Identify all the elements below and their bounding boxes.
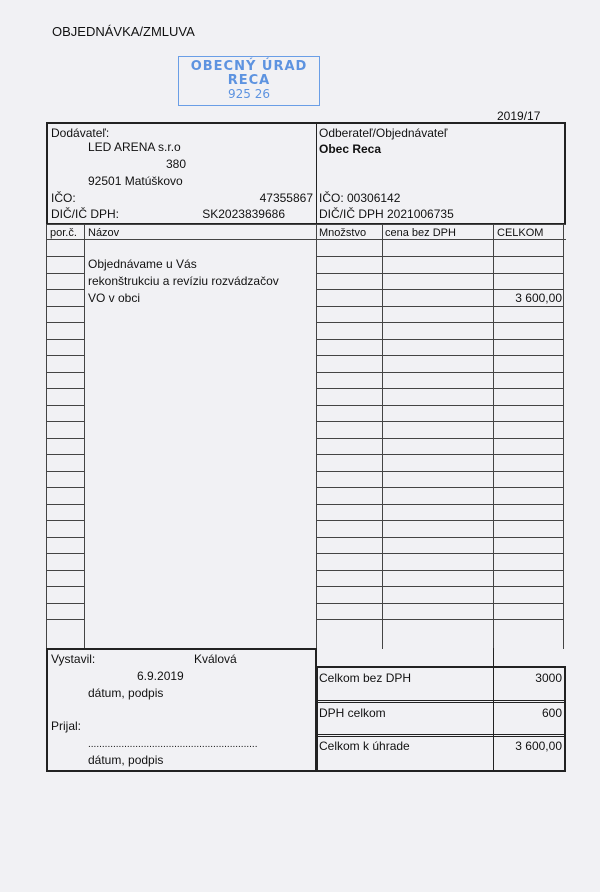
supplier-city: 92501 Matúškovo	[88, 174, 183, 188]
vat-value: 600	[541, 706, 562, 720]
customer-dic: DIČ/IČ DPH 2021006735	[319, 207, 454, 221]
due-value: 3 600,00	[515, 739, 562, 753]
grid-line	[316, 256, 564, 257]
grid-line	[46, 273, 85, 274]
issue-date: 6.9.2019	[137, 669, 184, 683]
grid-line	[46, 586, 85, 587]
item-line-1: Objednávame u Vás	[88, 257, 197, 271]
col-header-price: cena bez DPH	[385, 227, 456, 239]
grid-line	[46, 289, 85, 290]
grid-line	[316, 355, 564, 356]
date-sign-label-1: dátum, podpis	[88, 686, 164, 700]
stamp-line-3: 925 26	[228, 87, 270, 101]
office-stamp	[178, 56, 320, 106]
col-header-name: Názov	[88, 227, 120, 239]
supplier-dic-label: DIČ/IČ DPH:	[51, 207, 120, 221]
supplier-dic: SK2023839686	[202, 207, 285, 221]
grid-line	[46, 553, 85, 554]
grid-line	[46, 306, 85, 307]
supplier-ico: 47355867	[259, 191, 313, 205]
item-total: 3 600,00	[515, 291, 562, 305]
grid-line	[46, 405, 85, 406]
grid-line	[46, 471, 85, 472]
supplier-street: 380	[166, 157, 187, 171]
col-header-num: por.č.	[50, 227, 77, 239]
signature-dots: .............................................................	[88, 739, 258, 750]
col-header-total: CELKOM	[497, 227, 544, 239]
grid-line	[316, 372, 564, 373]
grid-line	[316, 487, 564, 488]
grid-line	[316, 553, 564, 554]
grid-line	[46, 239, 318, 240]
grid-line	[46, 603, 85, 604]
customer-ico: IČO: 00306142	[319, 191, 401, 205]
grid-line	[46, 388, 85, 389]
grid-line	[316, 504, 564, 505]
supplier-name: LED ARENA s.r.o	[88, 140, 181, 154]
grid-line	[46, 421, 85, 422]
totals-row-line-2b	[317, 736, 565, 737]
grid-line	[46, 619, 85, 620]
grid-line	[316, 239, 566, 240]
issuer-box	[46, 648, 317, 772]
grid-line	[316, 339, 564, 340]
received-label: Prijal:	[51, 719, 82, 733]
supplier-heading: Dodávateľ:	[51, 126, 110, 140]
col-header-qty: Množstvo	[319, 227, 367, 239]
issued-label: Vystavil:	[51, 652, 96, 666]
grid-line	[46, 372, 85, 373]
grid-line	[316, 289, 564, 290]
grid-line	[316, 306, 564, 307]
grid-line	[316, 586, 564, 587]
totals-row-line-1	[317, 700, 565, 701]
grid-line	[46, 322, 85, 323]
grid-line	[316, 273, 564, 274]
grid-line	[316, 322, 564, 323]
customer-name: Obec Reca	[319, 142, 382, 156]
date-sign-label-2: dátum, podpis	[88, 753, 164, 767]
grid-line	[46, 504, 85, 505]
item-line-2: rekonštrukciu a revíziu rozvádzačov	[88, 274, 279, 288]
grid-line	[46, 537, 85, 538]
grid-line	[46, 224, 318, 225]
document-number: 2019/17	[497, 109, 541, 123]
grid-line	[46, 520, 85, 521]
customer-heading: Odberateľ/Objednávateľ	[319, 126, 448, 140]
net-value: 3000	[535, 671, 562, 685]
grid-line	[316, 471, 564, 472]
grid-line	[46, 339, 85, 340]
parties-divider	[316, 123, 317, 224]
grid-line	[316, 388, 564, 389]
grid-line	[316, 454, 564, 455]
grid-line	[46, 355, 85, 356]
totals-row-line-1b	[317, 702, 565, 703]
item-line-3: VO v obci	[88, 291, 141, 305]
grid-line	[316, 405, 564, 406]
grid-line	[46, 256, 85, 257]
issued-by: Kválová	[194, 652, 237, 666]
grid-line	[316, 520, 564, 521]
vat-label: DPH celkom	[319, 706, 386, 720]
stamp-line-2: RECA	[227, 73, 271, 88]
due-label: Celkom k úhrade	[319, 739, 410, 753]
grid-line	[316, 619, 564, 620]
grid-line	[46, 454, 85, 455]
document-title: OBJEDNÁVKA/ZMLUVA	[52, 24, 195, 39]
grid-line	[316, 537, 564, 538]
grid-line	[316, 224, 566, 225]
grid-line	[316, 570, 564, 571]
grid-line	[46, 438, 85, 439]
grid-line	[46, 570, 85, 571]
grid-line	[316, 603, 564, 604]
totals-row-line-2	[317, 734, 565, 735]
grid-line	[316, 438, 564, 439]
grid-line	[46, 487, 85, 488]
supplier-ico-label: IČO:	[51, 191, 76, 205]
grid-line	[316, 421, 564, 422]
stamp-line-1: OBECNÝ ÚRAD	[190, 59, 308, 74]
net-label: Celkom bez DPH	[319, 671, 412, 685]
